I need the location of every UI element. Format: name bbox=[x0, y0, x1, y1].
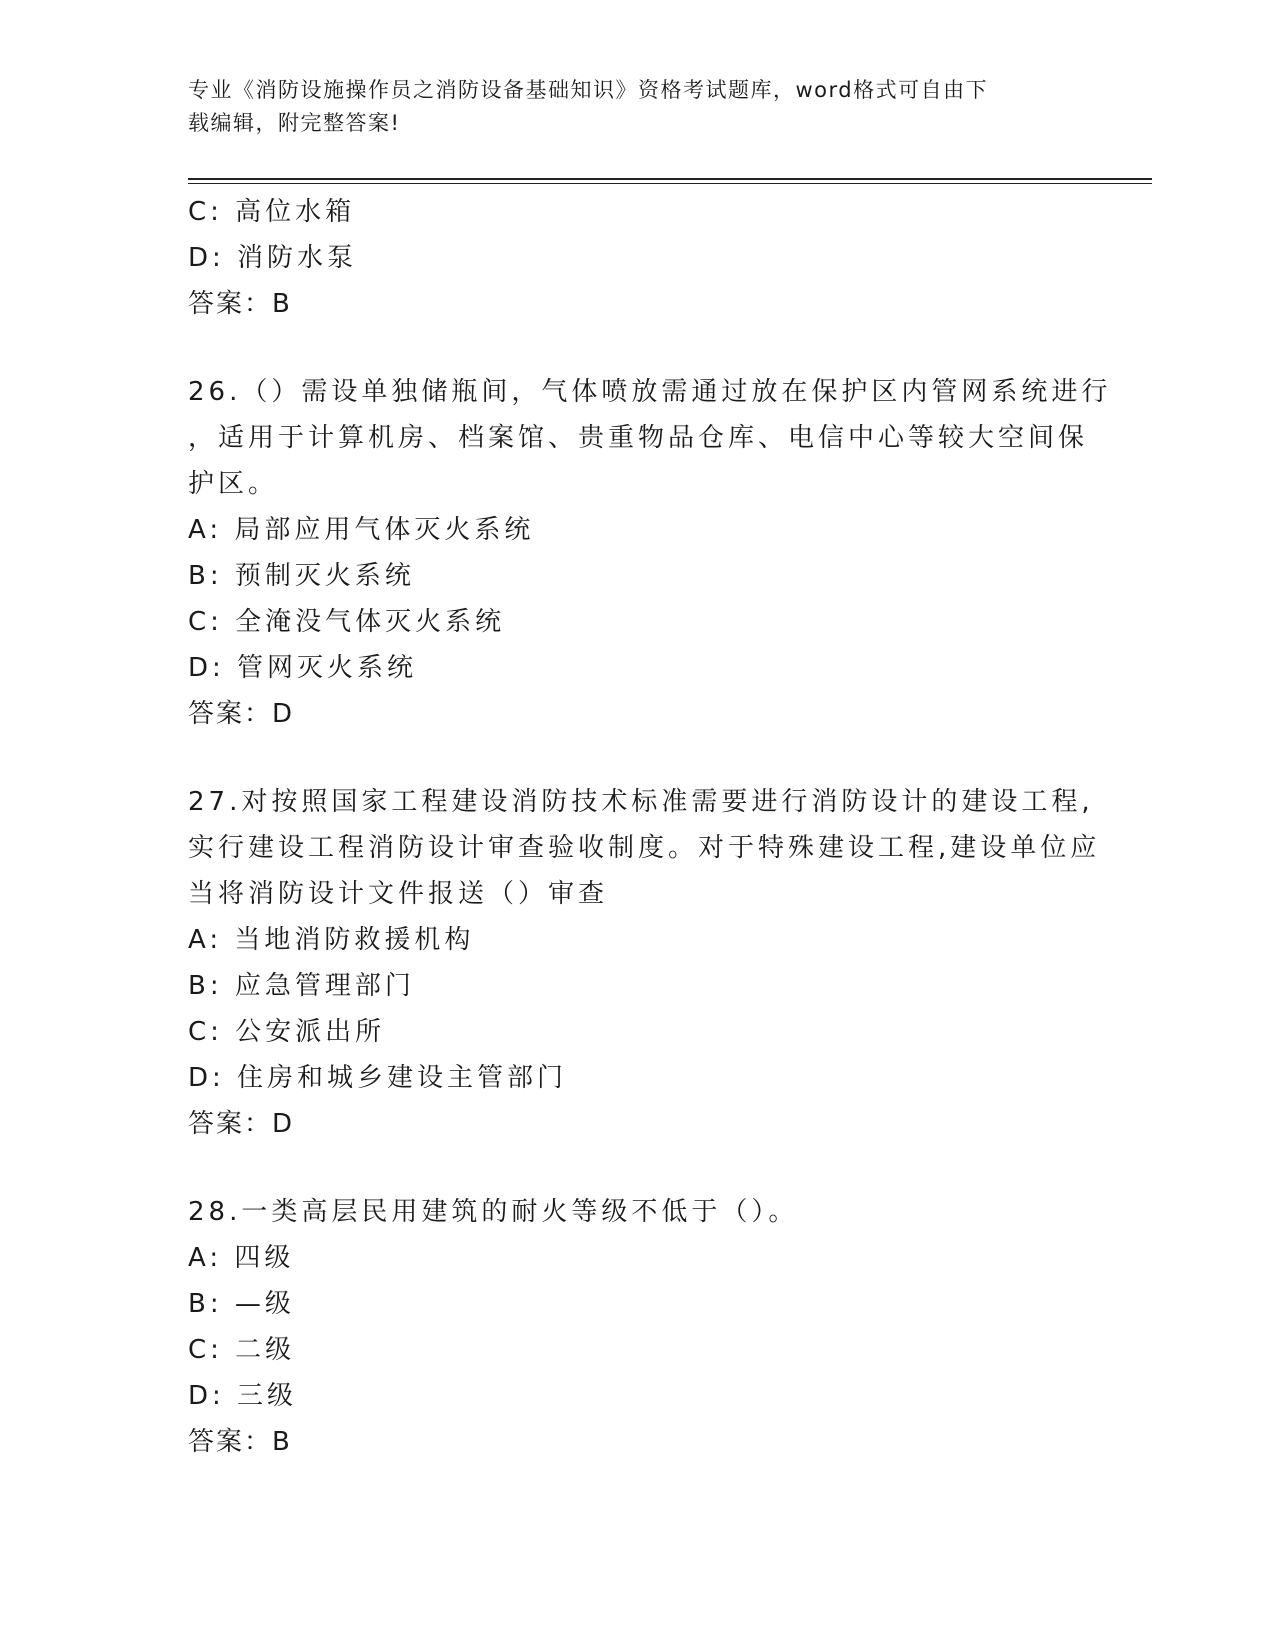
stem-line: 26.（）需设单独储瓶间，气体喷放需通过放在保护区内管网系统进行 bbox=[188, 377, 1112, 407]
question-26 bbox=[188, 369, 1112, 737]
option-c: C: 二级 bbox=[188, 1335, 296, 1365]
option-a: A: 当地消防救援机构 bbox=[188, 925, 475, 955]
option-b: B: 应急管理部门 bbox=[188, 971, 415, 1001]
stem-line: 28.一类高层民用建筑的耐火等级不低于（）。 bbox=[188, 1197, 799, 1227]
answer-line: 答案：B bbox=[188, 289, 292, 319]
answer-line: 答案：B bbox=[188, 1427, 292, 1457]
option-c: C: 全淹没气体灭火系统 bbox=[188, 607, 506, 637]
header-line-1: 专业《消防设施操作员之消防设备基础知识》资格考试题库，word格式可自由下 bbox=[188, 78, 989, 102]
answer-line: 答案：D bbox=[188, 1109, 295, 1139]
stem-line: 实行建设工程消防设计审查验收制度。对于特殊建设工程,建设单位应 bbox=[188, 833, 1101, 863]
question-spacer bbox=[188, 1147, 1088, 1189]
option-d: D: 住房和城乡建设主管部门 bbox=[188, 1063, 568, 1093]
question-28 bbox=[188, 1189, 1088, 1465]
option-d: D: 消防水泵 bbox=[188, 243, 358, 273]
option-c: C: 公安派出所 bbox=[188, 1017, 386, 1047]
option-b: B: —级 bbox=[188, 1289, 295, 1319]
question-content bbox=[188, 189, 1112, 1465]
stem-line: 27.对按照国家工程建设消防技术标准需要进行消防设计的建设工程, bbox=[188, 787, 1094, 817]
question-stem bbox=[188, 1189, 1088, 1235]
option-a: A: 局部应用气体灭火系统 bbox=[188, 515, 535, 545]
option-d: D: 管网灭火系统 bbox=[188, 653, 418, 683]
stem-line: 护区。 bbox=[188, 469, 279, 499]
option-d: D: 三级 bbox=[188, 1381, 298, 1411]
option-b: B: 预制灭火系统 bbox=[188, 561, 415, 591]
header-divider bbox=[188, 178, 1152, 184]
question-stem bbox=[188, 369, 1112, 507]
stem-line: 当将消防设计文件报送（）审查 bbox=[188, 879, 609, 909]
stem-line: ，适用于计算机房、档案馆、贵重物品仓库、电信中心等较大空间保 bbox=[188, 423, 1089, 453]
option-c: C: 高位水箱 bbox=[188, 197, 356, 227]
document-header bbox=[188, 74, 1068, 140]
answer-line: 答案：D bbox=[188, 699, 295, 729]
previous-question-fragment bbox=[188, 189, 1088, 327]
question-spacer bbox=[188, 737, 1088, 779]
question-stem bbox=[188, 779, 1101, 917]
question-27 bbox=[188, 779, 1101, 1147]
option-a: A: 四级 bbox=[188, 1243, 295, 1273]
header-line-2: 载编辑，附完整答案! bbox=[188, 111, 401, 135]
question-spacer bbox=[188, 327, 1088, 369]
